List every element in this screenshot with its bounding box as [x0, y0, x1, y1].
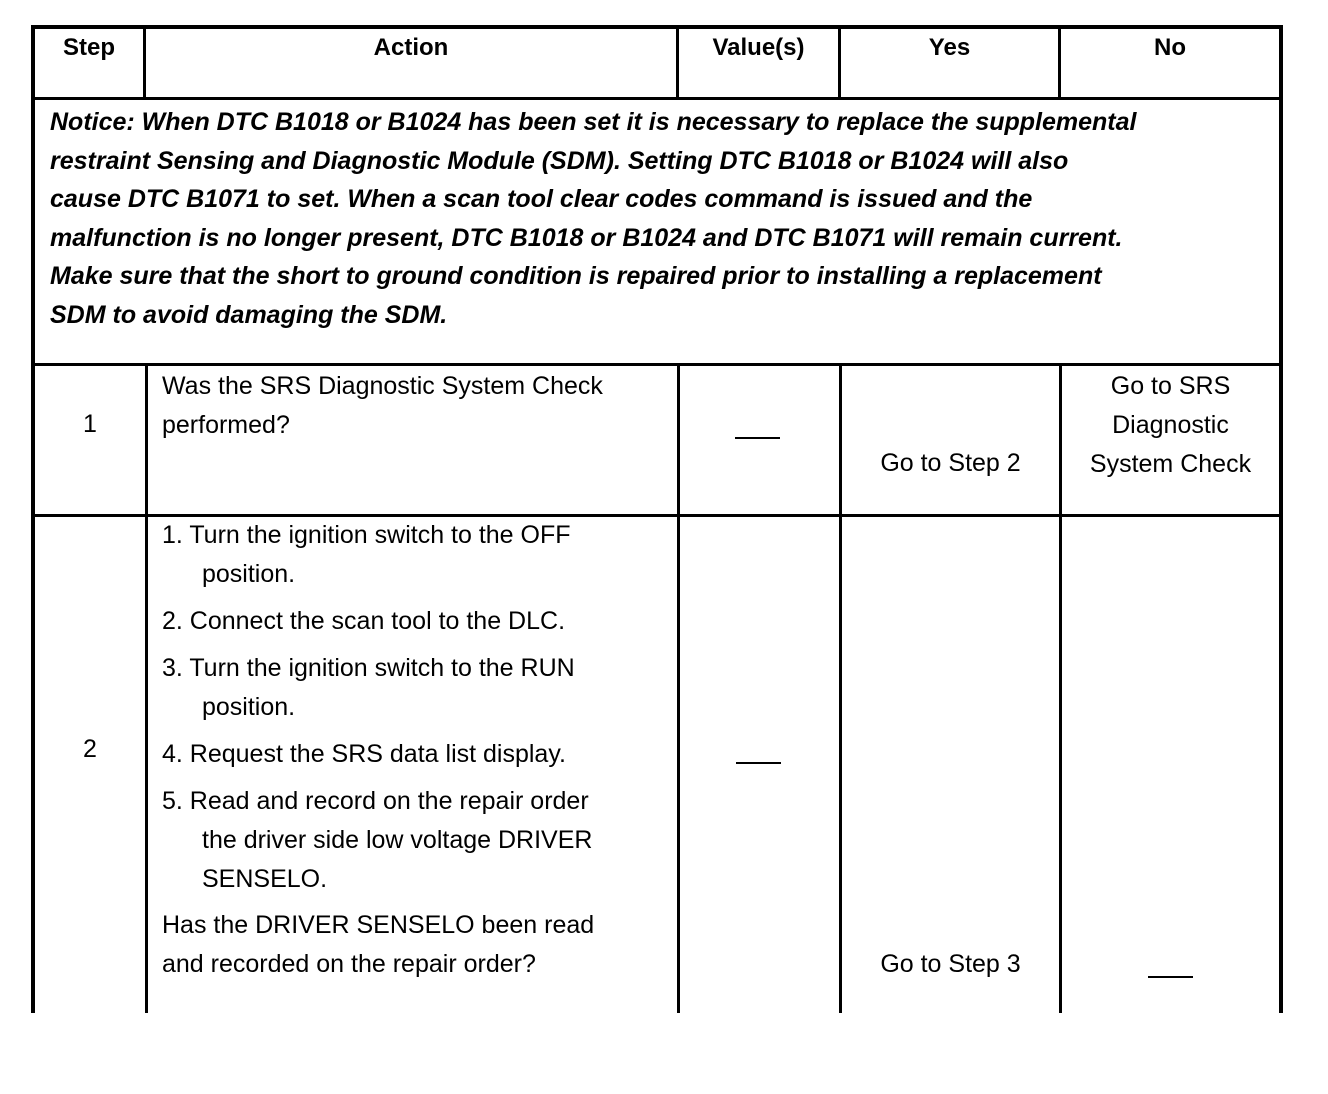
notice-line: Notice: When DTC B1018 or B1024 has been set it is necessary to replace the supplemental: [50, 108, 1137, 136]
row1-no-line: Go to SRS: [1110, 372, 1231, 400]
row2-no-dash: [1148, 976, 1193, 978]
header-values: Value(s): [712, 34, 805, 61]
header-no: No: [1154, 34, 1186, 61]
notice-line: restraint Sensing and Diagnostic Module (SDM). Setting DTC B1018 or B1024 will also: [50, 146, 1069, 175]
notice-bottom-rule: [31, 363, 1283, 366]
row2-value-dash: [736, 762, 781, 764]
row1-value-dash: [735, 437, 780, 439]
row2-yes: Go to Step 3: [880, 950, 1021, 978]
col-divider-action-body: [677, 363, 680, 1013]
notice-line: malfunction is no longer present, DTC B1018 or B1024 and DTC B1071 will remain current.: [50, 223, 1123, 252]
row2-list-item-cont: position.: [202, 693, 296, 721]
header-action: Action: [373, 34, 449, 61]
header-yes: Yes: [928, 34, 971, 61]
row2-list-item-cont: the driver side low voltage DRIVER: [202, 826, 593, 854]
row2-list-item: 4. Request the SRS data list display.: [162, 740, 566, 768]
row2-question: and recorded on the repair order?: [162, 950, 536, 978]
row1-step: 1: [83, 410, 97, 438]
row2-list-item-cont: SENSELO.: [202, 865, 328, 893]
row1-no-line: System Check: [1089, 450, 1252, 478]
row2-list-item: 1. Turn the ignition switch to the OFF: [162, 521, 571, 549]
row1-action-line: Was the SRS Diagnostic System Check: [162, 372, 603, 400]
row1-yes: Go to Step 2: [880, 449, 1021, 477]
notice-line: SDM to avoid damaging the SDM.: [50, 300, 448, 329]
row2-list-item: 3. Turn the ignition switch to the RUN: [162, 654, 575, 682]
col-divider-step-body: [145, 363, 148, 1013]
row1-action-line: performed?: [162, 411, 290, 439]
row1-no-line: Diagnostic: [1112, 411, 1229, 439]
header-step: Step: [62, 34, 115, 61]
diagnostic-table: [31, 25, 1283, 1013]
header-bottom-rule: [31, 97, 1283, 100]
row2-question: Has the DRIVER SENSELO been read: [162, 911, 595, 939]
row2-list-item: 2. Connect the scan tool to the DLC.: [162, 607, 566, 635]
notice-text: [50, 103, 1265, 335]
row2-step: 2: [83, 735, 97, 763]
notice-line: Make sure that the short to ground condition is repaired prior to installing a replacement: [50, 262, 1102, 291]
notice-line: cause DTC B1071 to set. When a scan tool clear codes command is issued and the: [50, 185, 1033, 214]
row2-list-item-cont: position.: [202, 560, 296, 588]
row2-list-item: 5. Read and record on the repair order: [162, 787, 589, 815]
